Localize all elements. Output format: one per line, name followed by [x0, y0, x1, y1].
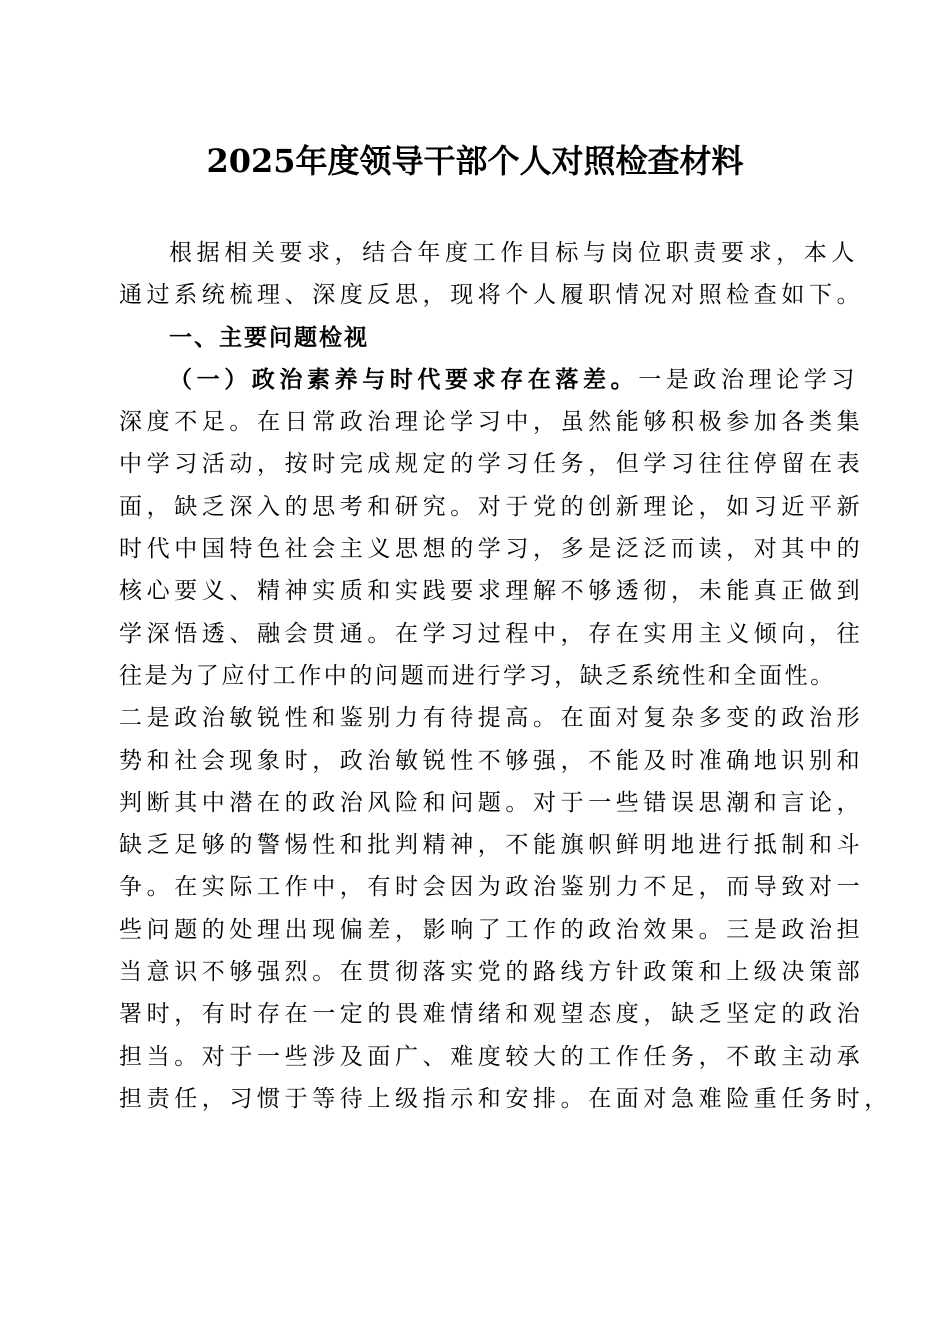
paragraph-line: 缺乏足够的警惕性和批判精神，不能旗帜鲜明地进行抵制和斗	[119, 832, 865, 859]
paragraph-line: 争。在实际工作中，有时会因为政治鉴别力不足，而导致对一	[119, 874, 865, 901]
document-body	[119, 232, 892, 1120]
paragraph-line: 势和社会现象时，政治敏锐性不够强，不能及时准确地识别和	[119, 747, 865, 774]
subsection-heading: （一）政治素养与时代要求存在落差。	[169, 365, 639, 393]
paragraph-line: 担当。对于一些涉及面广、难度较大的工作任务，不敢主动承	[119, 1043, 865, 1070]
paragraph-line: 根据相关要求，结合年度工作目标与岗位职责要求，本人	[169, 240, 859, 266]
paragraph-line: 担责任，习惯于等待上级指示和安排。在面对急难险重任务时，	[119, 1085, 892, 1112]
paragraph-line: 当意识不够强烈。在贯彻落实党的路线方针政策和上级决策部	[119, 959, 865, 986]
paragraph-line: 核心要义、精神实质和实践要求理解不够透彻，未能真正做到	[119, 578, 865, 605]
document-title: 2025年度领导干部个人对照检查材料	[206, 142, 744, 180]
paragraph-line: 面，缺乏深入的思考和研究。对于党的创新理论，如习近平新	[119, 493, 865, 520]
paragraph-line: 深度不足。在日常政治理论学习中，虽然能够积极参加各类集	[119, 409, 865, 436]
paragraph-line: 中学习活动，按时完成规定的学习任务，但学习往往停留在表	[119, 451, 865, 478]
subsection-line	[119, 359, 860, 401]
paragraph-line: 时代中国特色社会主义思想的学习，多是泛泛而读，对其中的	[119, 536, 865, 563]
section-heading: 一、主要问题检视	[169, 324, 369, 351]
paragraph-line: 些问题的处理出现偏差，影响了工作的政治效果。三是政治担	[119, 916, 865, 943]
paragraph-line: 二是政治敏锐性和鉴别力有待提高。在面对复杂多变的政治形	[119, 705, 865, 732]
paragraph-line: 学深悟透、融会贯通。在学习过程中，存在实用主义倾向，往	[119, 620, 865, 647]
paragraph-line: 往是为了应付工作中的问题而进行学习，缺乏系统性和全面性。	[119, 662, 836, 689]
paragraph-line: 通过系统梳理、深度反思，现将个人履职情况对照检查如下。	[119, 282, 865, 309]
paragraph-text: 一是政治理论学习	[638, 366, 860, 393]
paragraph-line: 署时，有时存在一定的畏难情绪和观望态度，缺乏坚定的政治	[119, 1001, 865, 1028]
paragraph-line: 判断其中潜在的政治风险和问题。对于一些错误思潮和言论，	[119, 789, 865, 816]
